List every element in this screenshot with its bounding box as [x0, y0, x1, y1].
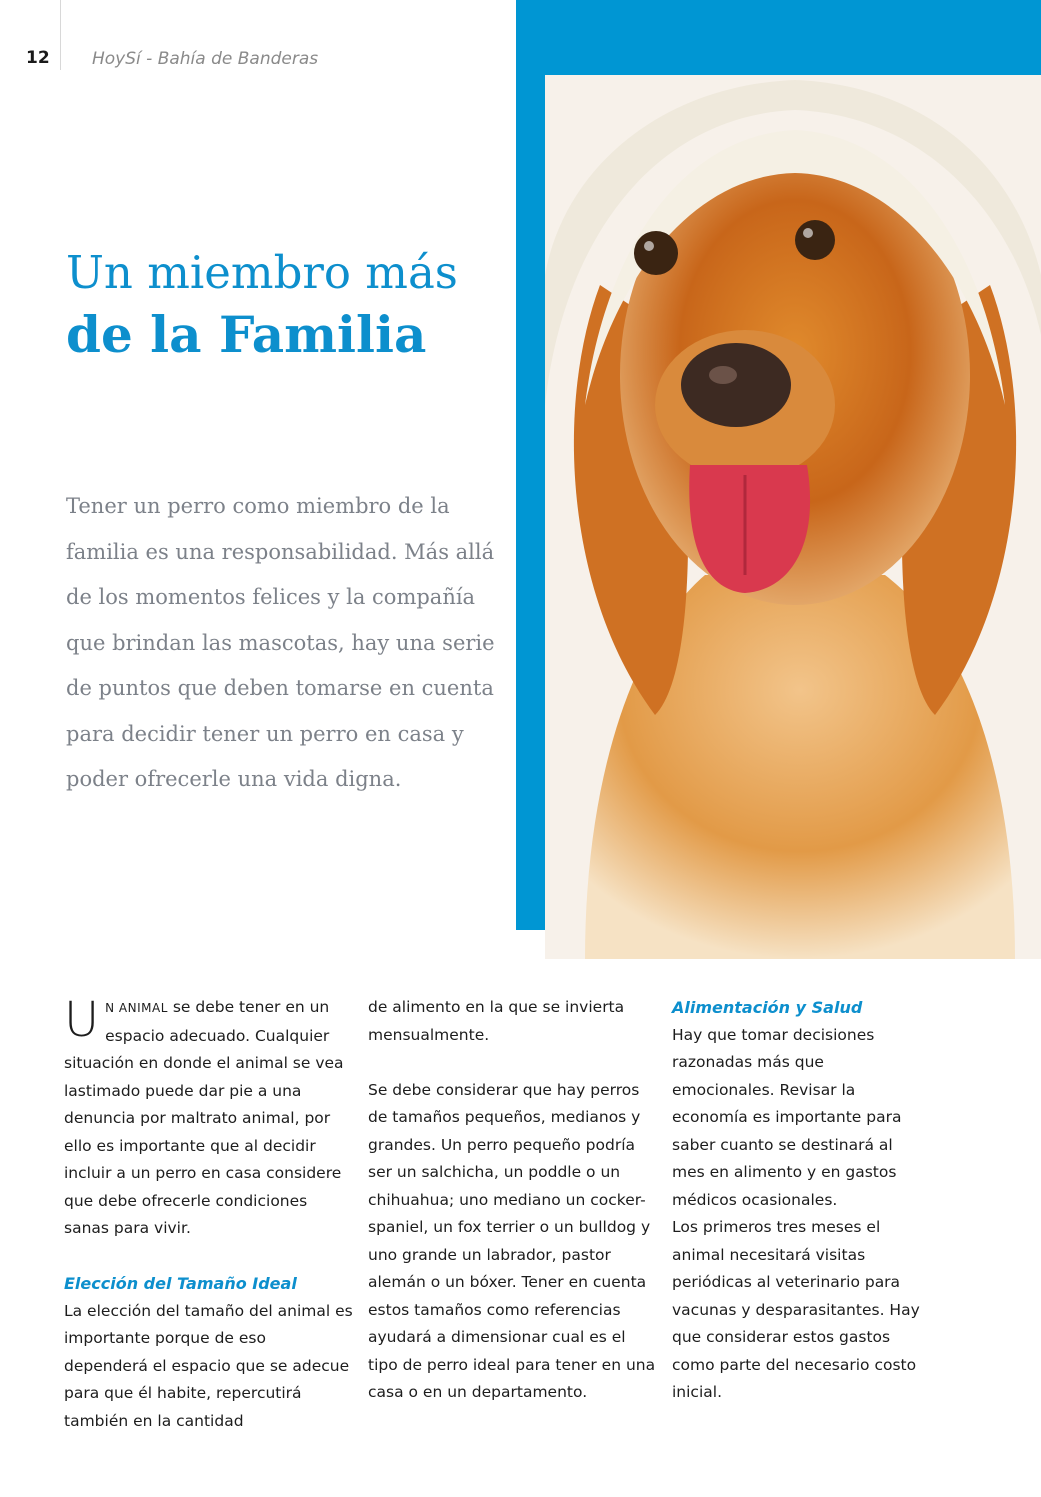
title-line-2: de la Familia	[66, 305, 427, 364]
text-column-3	[672, 994, 922, 1407]
paragraph-food-amount: de alimento en la que se invierta mensualmente.	[368, 998, 625, 1044]
paragraph-size: La elección del tamaño del animal es importante porque de eso dependerá el espacio que se adecue para que él habite, repercutirá también en la cantidad	[64, 1301, 353, 1430]
running-head: HoySí - Bahía de Banderas	[92, 49, 319, 69]
drop-cap: U	[64, 992, 100, 1048]
intro-paragraph	[64, 994, 354, 1243]
text-column-2	[368, 994, 658, 1407]
intro-smallcaps: N ANIMAL	[105, 1001, 168, 1015]
header-divider	[60, 0, 61, 70]
subheading-size: Elección del Tamaño Ideal	[64, 1274, 297, 1293]
dog-illustration	[545, 75, 1041, 959]
article-title	[66, 244, 458, 368]
intro-text: se debe tener en un espacio adecuado. Cualquier situación en donde el animal se vea lastimado puede dar pie a una denuncia por maltrato animal, por ello es importante que al decidir incluir a un perro en casa considere que debe ofrecerle condiciones sanas para vivir.	[64, 998, 344, 1237]
page-number: 12	[26, 48, 50, 68]
dog-photo	[545, 75, 1041, 959]
paragraph-vet: Los primeros tres meses el animal necesitará visitas periódicas al veterinario para vacunas y desparasitantes. Hay que considerar estos gastos como parte del necesario costo inicial.	[672, 1218, 920, 1401]
subheading-health: Alimentación y Salud	[672, 998, 863, 1017]
title-line-1: Un miembro más	[66, 246, 458, 299]
text-column-1	[64, 994, 354, 1435]
lead-paragraph: Tener un perro como miembro de la familia es una responsabilidad. Más allá de los momentos felices y la compañía que brindan las mascotas, hay una serie de puntos que deben tomarse en cuenta para decidir tener un perro en casa y poder ofrecerle una vida digna.	[66, 494, 495, 791]
paragraph-dog-sizes: Se debe considerar que hay perros de tamaños pequeños, medianos y grandes. Un perro pequeño podría ser un salchicha, un poddle o un chihuahua; uno mediano un cocker-spaniel, un fox terrier o un bulldog y uno grande un labrador, pastor alemán o un bóxer. Tener en cuenta estos tamaños como referencias ayudará a dimensionar cual es el tipo de perro ideal para tener en una casa o en un departamento.	[368, 1080, 656, 1401]
paragraph-decisions: Hay que tomar decisiones razonadas más que emocionales. Revisar la economía es importante para saber cuanto se destinará al mes en alimento y en gastos médicos ocasionales.	[672, 1025, 902, 1209]
